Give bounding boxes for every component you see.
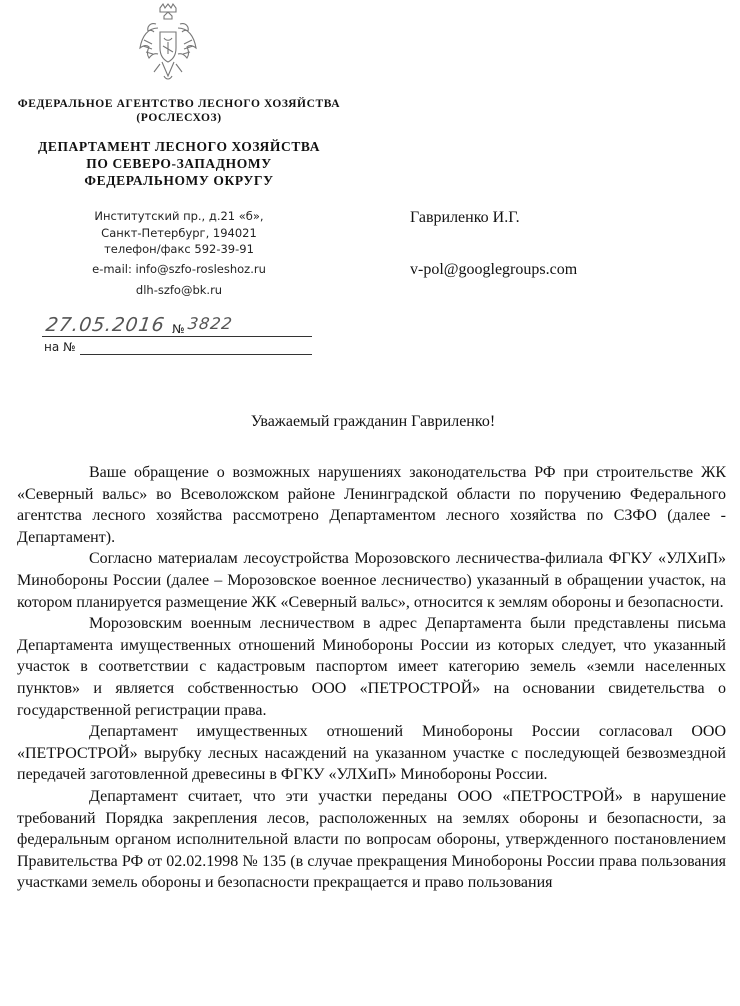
address-street: Институтский пр., д.21 «б», <box>94 209 264 223</box>
email-primary: e-mail: info@szfo-rosleshoz.ru <box>92 262 266 276</box>
number-label: № <box>172 322 185 336</box>
in-reply-to-underline <box>80 354 312 355</box>
letter-body <box>17 462 726 894</box>
body-paragraph: Департамент считает, что эти участки переданы ООО «ПЕТРОСТРОЙ» в нарушение требований Порядка закрепления лесов, расположенных на землях обороны и безопасности, за федеральным органом исполнительной власти по вопросам обороны, утвержденного постановлением Правительства РФ от 02.02.1998 № 135 (в случае прекращения Минобороны России права пользования участками земель обороны и безопасности прекращается и право пользования <box>17 787 726 892</box>
date-number-underline <box>42 336 312 337</box>
coat-of-arms-icon <box>138 2 198 88</box>
recipient-name: Гавриленко И.Г. <box>410 209 520 226</box>
salutation: Уважаемый гражданин Гавриленко! <box>250 413 496 430</box>
agency-abbreviation: (РОСЛЕСХОЗ) <box>136 112 222 124</box>
body-paragraph: Департамент имущественных отношений Минобороны России согласовал ООО «ПЕТРОСТРОЙ» вырубку лесных насаждений на указанном участке с последующей безвозмездной передачей заготовленной древесины в ФГКУ «УЛХиП» Минобороны России. <box>17 723 726 784</box>
body-paragraph: Ваше обращение о возможных нарушениях законодательства РФ при строительстве ЖК «Северный вальс» во Всеволожском районе Ленинградской области по поручению Федерального агентства лесного хозяйства рассмотрено Департаментом лесного хозяйства по СЗФО (далее - Департамент). <box>17 464 726 546</box>
recipient-email: v-pol@googlegroups.com <box>410 261 578 278</box>
department-name-line3: ФЕДЕРАЛЬНОМУ ОКРУГУ <box>84 173 274 188</box>
body-paragraph: Морозовским военным лесничеством в адрес Департамента были представлены письма Департамента имущественных отношений Минобороны России из которых следует, что указанный участок в соответствии с кадастровым паспортом имеет категорию земель «земли населенных пунктов» и является собственностью ООО «ПЕТРОСТРОЙ» на основании свидетельства о государственной регистрации права. <box>17 615 726 719</box>
phone-fax: телефон/факс 592-39-91 <box>104 242 254 256</box>
handwritten-number: 3822 <box>186 314 235 333</box>
department-name-line2: ПО СЕВЕРО-ЗАПАДНОМУ <box>86 156 272 171</box>
handwritten-date: 27.05.2016 <box>44 314 167 336</box>
email-secondary: dlh-szfo@bk.ru <box>135 283 223 297</box>
body-paragraph: Согласно материалам лесоустройства Морозовского лесничества-филиала ФГКУ «УЛХиП» Минобороны России (далее – Морозовское военное лесничество) указанный в обращении участок, на котором планируется размещение ЖК «Северный вальс», относится к землям обороны и безопасности. <box>17 550 726 611</box>
department-name-line1: ДЕПАРТАМЕНТ ЛЕСНОГО ХОЗЯЙСТВА <box>37 139 321 154</box>
agency-name: ФЕДЕРАЛЬНОЕ АГЕНТСТВО ЛЕСНОГО ХОЗЯЙСТВА <box>17 98 341 110</box>
in-reply-to-label: на № <box>44 340 76 354</box>
address-city: Санкт-Петербург, 194021 <box>101 226 257 240</box>
